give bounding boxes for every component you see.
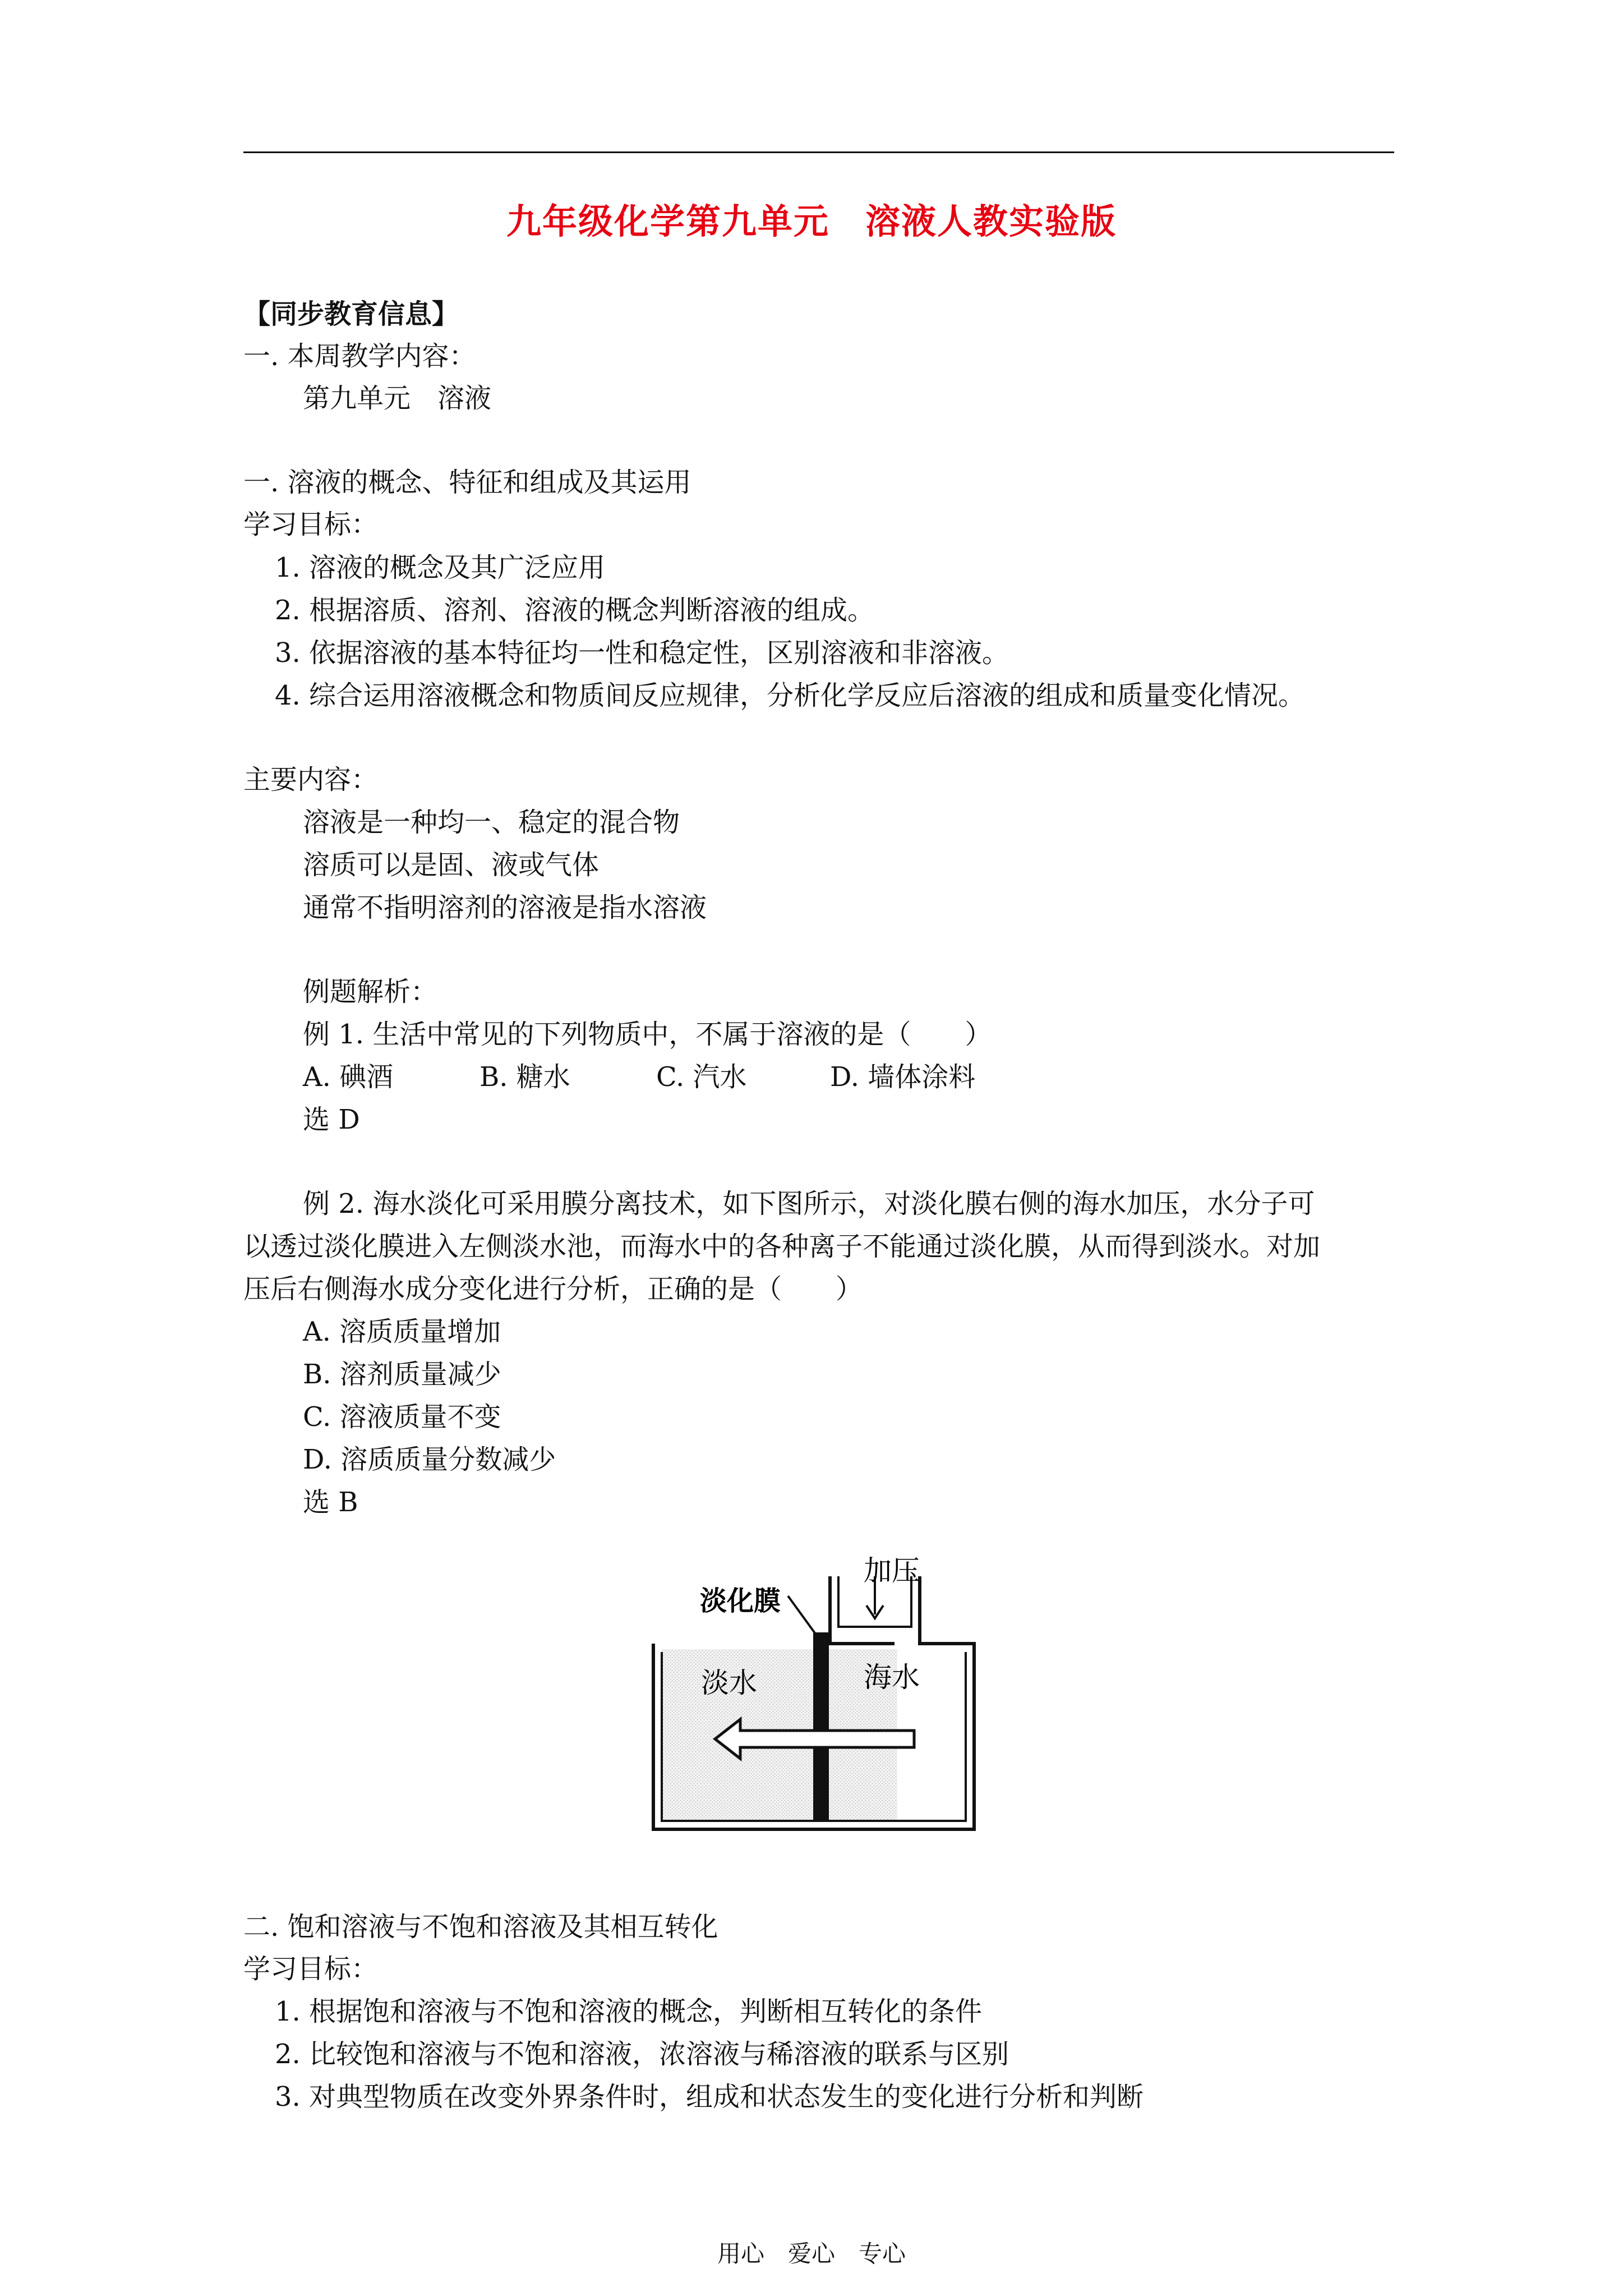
section1-goal: 1. 溶液的概念及其广泛应用 (275, 552, 606, 583)
section1-goal: 4. 综合运用溶液概念和物质间反应规律，分析化学反应后溶液的组成和质量变化情况。 (275, 680, 1306, 711)
example1-option-a: A. 碘酒 (303, 1061, 394, 1093)
membrane-pointer (788, 1596, 818, 1637)
document-title: 九年级化学第九单元 溶液人教实验版 (506, 201, 1117, 242)
example1-option-d: D. 墙体涂料 (830, 1061, 976, 1093)
membrane (813, 1632, 829, 1822)
week-content: 第九单元 溶液 (303, 383, 492, 414)
main-point: 溶质可以是固、液或气体 (303, 849, 600, 881)
example2-question-line: 压后右侧海水成分变化进行分析，正确的是（ ） (243, 1273, 863, 1305)
main-point: 溶液是一种均一、稳定的混合物 (303, 807, 680, 838)
section1-goals-label: 学习目标： (243, 509, 379, 540)
section1-heading: 一. 溶液的概念、特征和组成及其运用 (243, 467, 691, 498)
pressure-label: 加压 (864, 1554, 920, 1587)
page-footer: 用心 爱心 专心 (717, 2240, 906, 2267)
main-content-label: 主要内容： (243, 764, 379, 795)
example2-option-a: A. 溶质质量增加 (303, 1316, 501, 1347)
section1-goal: 3. 依据溶液的基本特征均一性和稳定性，区别溶液和非溶液。 (275, 637, 1009, 669)
example1-option-c: C. 汽水 (656, 1061, 747, 1093)
example2-option-b: B. 溶剂质量减少 (303, 1359, 501, 1390)
fresh-water-label: 淡水 (701, 1666, 757, 1699)
example1-option-b: B. 糖水 (479, 1061, 570, 1093)
sea-water-label: 海水 (864, 1660, 920, 1694)
desalination-diagram (639, 1554, 998, 1834)
section2-goal: 1. 根据饱和溶液与不饱和溶液的概念，判断相互转化的条件 (275, 1996, 983, 2027)
header-rule (243, 151, 1394, 153)
section1-goal: 2. 根据溶质、溶剂、溶液的概念判断溶液的组成。 (275, 595, 875, 626)
section2-goal: 3. 对典型物质在改变外界条件时，组成和状态发生的变化进行分析和判断 (275, 2081, 1144, 2113)
section2-heading: 二. 饱和溶液与不饱和溶液及其相互转化 (243, 1911, 718, 1943)
example2-option-d: D. 溶质质量分数减少 (303, 1444, 556, 1475)
example2-question-line: 以透过淡化膜进入左侧淡水池，而海水中的各种离子不能通过淡化膜，从而得到淡水。对加 (243, 1231, 1321, 1262)
section2-goals-label: 学习目标： (243, 1953, 379, 1985)
main-point: 通常不指明溶剂的溶液是指水溶液 (303, 892, 707, 923)
membrane-label: 淡化膜 (700, 1585, 781, 1617)
example1-answer: 选 D (303, 1104, 360, 1135)
week-heading: 一. 本周教学内容： (243, 341, 476, 372)
example2-option-c: C. 溶液质量不变 (303, 1401, 501, 1433)
example2-answer: 选 B (303, 1487, 358, 1518)
section2-goal: 2. 比较饱和溶液与不饱和溶液，浓溶液与稀溶液的联系与区别 (275, 2039, 1009, 2070)
examples-label: 例题解析： (303, 976, 438, 1007)
example2-question-line: 例 2. 海水淡化可采用膜分离技术，如下图所示，对淡化膜右侧的海水加压，水分子可 (303, 1188, 1315, 1220)
example1-question: 例 1. 生活中常见的下列物质中，不属于溶液的是（ ） (303, 1019, 992, 1050)
header-section: 【同步教育信息】 (243, 298, 459, 330)
